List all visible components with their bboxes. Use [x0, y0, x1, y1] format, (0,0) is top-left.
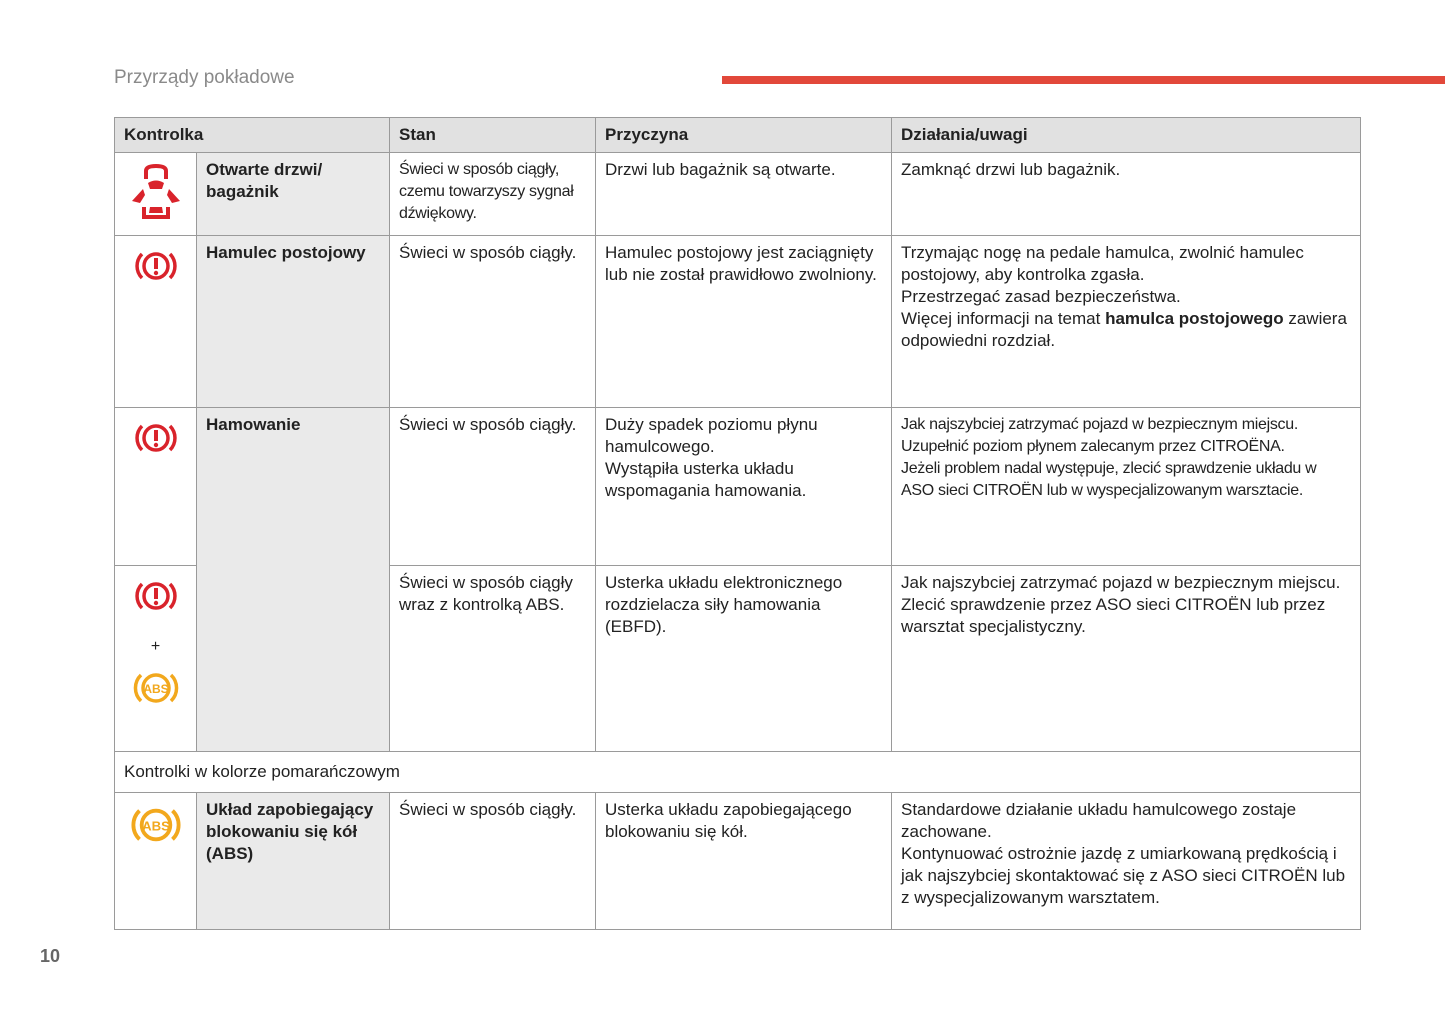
abs-icon — [115, 793, 197, 930]
cause-cell — [596, 408, 892, 566]
action-cell — [892, 408, 1361, 566]
action-bold-text: hamulca postojowego — [1105, 309, 1284, 328]
warning-name: Układ zapobiegający blokowaniu się kół (ABS) — [197, 793, 390, 930]
table-header — [115, 118, 1361, 153]
action-line: Kontynuować ostrożnie jazdę z umiarkowaną prędkością i jak najszybciej skontaktować się z ASO sieci CITROËN lub z wyspecjalizowanym warsztatem. — [901, 844, 1346, 907]
action-text: Więcej informacji na temat — [901, 309, 1106, 328]
warning-name: Hamulec postojowy — [197, 236, 390, 408]
table-row — [115, 408, 1361, 566]
action-line: Trzymając nogę na pedale hamulca, zwolnić hamulec postojowy, aby kontrolka zgasła. — [901, 243, 1304, 284]
accent-bar — [722, 76, 1445, 84]
action-cell — [892, 793, 1361, 930]
column-header: Działania/uwagi — [892, 118, 1361, 153]
table-row — [115, 236, 1361, 408]
column-header: Przyczyna — [596, 118, 892, 153]
cause-cell: Hamulec postojowy jest zaciągnięty lub nie został prawidłowo zwolniony. — [596, 236, 892, 408]
plus-sign: + — [150, 638, 161, 655]
cause-cell: Usterka układu zapobiegającego blokowaniu się kół. — [596, 793, 892, 930]
action-line: Zlecić sprawdzenie przez ASO sieci CITROËN lub przez warsztat specjalistyczny. — [901, 595, 1326, 636]
section-label: Kontrolki w kolorze pomarańczowym — [115, 752, 1361, 793]
door-open-icon — [115, 153, 197, 236]
state-cell: Świeci w sposób ciągły wraz z kontrolką ABS. — [390, 566, 596, 752]
action-line: Standardowe działanie układu hamulcowego zostaje zachowane. — [901, 800, 1297, 841]
action-line — [901, 308, 1351, 352]
cause-line: Duży spadek poziomu płynu hamulcowego. — [605, 415, 818, 456]
section-row — [115, 752, 1361, 793]
cause-line: Wystąpiła usterka układu wspomagania hamowania. — [605, 459, 807, 500]
action-line: Jeżeli problem nadal występuje, zlecić sprawdzenie układu w ASO sieci CITROËN lub w wyspecjalizowanym warsztacie. — [901, 460, 1317, 499]
state-cell: Świeci w sposób ciągły, czemu towarzyszy sygnał dźwiękowy. — [390, 153, 596, 236]
state-cell: Świeci w sposób ciągły. — [390, 793, 596, 930]
table-row — [115, 153, 1361, 236]
action-line: Uzupełnić poziom płynem zalecanym przez CITROËNA. — [901, 438, 1285, 455]
cause-cell: Drzwi lub bagażnik są otwarte. — [596, 153, 892, 236]
cause-cell: Usterka układu elektronicznego rozdzielacza siły hamowania (EBFD). — [596, 566, 892, 752]
parking-brake-icon — [115, 236, 197, 408]
action-line: Przestrzegać zasad bezpieczeństwa. — [901, 287, 1181, 306]
section-title: Przyrządy pokładowe — [114, 67, 295, 88]
table-row — [115, 793, 1361, 930]
action-line: Jak najszybciej zatrzymać pojazd w bezpiecznym miejscu. — [901, 416, 1298, 433]
page-number: 10 — [40, 946, 61, 966]
warning-lights-table — [114, 117, 1361, 930]
state-cell: Świeci w sposób ciągły. — [390, 408, 596, 566]
brake-warning-plus-abs-icon — [115, 566, 197, 752]
action-line: Jak najszybciej zatrzymać pojazd w bezpiecznym miejscu. — [901, 573, 1341, 592]
state-cell: Świeci w sposób ciągły. — [390, 236, 596, 408]
action-text: zawiera odpowiedni rozdział. — [901, 309, 1347, 350]
brake-warning-icon — [115, 408, 197, 566]
action-cell — [892, 236, 1361, 408]
warning-name: Hamowanie — [197, 408, 390, 752]
abs-icon — [130, 668, 182, 708]
column-header: Stan — [390, 118, 596, 153]
brake-warning-icon — [132, 576, 180, 616]
column-header: Kontrolka — [115, 118, 390, 153]
action-cell: Zamknąć drzwi lub bagażnik. — [892, 153, 1361, 236]
action-cell — [892, 566, 1361, 752]
warning-name: Otwarte drzwi/ bagażnik — [197, 153, 390, 236]
